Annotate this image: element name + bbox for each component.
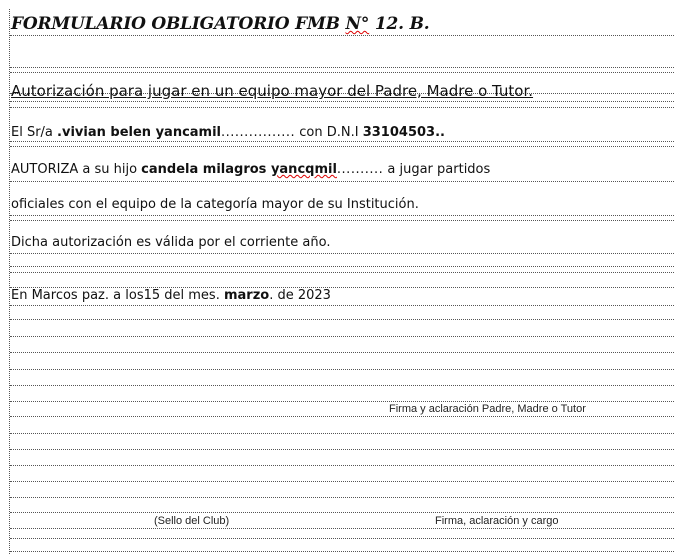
rule-line: [10, 35, 674, 36]
rule-line: [10, 352, 674, 353]
year-value[interactable]: 2023: [297, 288, 331, 303]
guardian-prefix: El Sr/a: [11, 125, 58, 140]
rule-line: [10, 481, 674, 482]
rule-line: [10, 369, 674, 370]
rule-line: [10, 512, 674, 513]
rule-line: [10, 220, 674, 221]
rule-line: [10, 146, 674, 147]
authorization-line: [11, 162, 490, 177]
rule-line: [10, 253, 674, 254]
rule-line: [10, 67, 674, 68]
player-surname[interactable]: yancqmil: [270, 162, 337, 177]
dni-value[interactable]: 33104503: [362, 125, 436, 140]
rule-line: [10, 551, 674, 552]
guardian-line: [11, 125, 445, 140]
rule-line: [10, 272, 674, 273]
parent-signature-label: Firma y aclaración Padre, Madre o Tutor: [389, 403, 586, 415]
form-title: [11, 14, 429, 34]
form-sheet: [9, 9, 674, 554]
guardian-name[interactable]: .vivian belen yancamil: [57, 125, 222, 140]
authorization-prefix: AUTORIZA a su hijo: [11, 162, 142, 177]
rule-line: [10, 266, 674, 267]
rule-line: [10, 101, 674, 102]
dni-label: con D.N.I: [295, 125, 363, 140]
form-heading: Autorización para jugar en un equipo mayor del Padre, Madre o Tutor.: [11, 82, 534, 100]
category-line: oficiales con el equipo de la categoría mayor de su Institución.: [11, 197, 419, 212]
player-dots: ..........: [336, 162, 384, 177]
rule-line: [10, 465, 674, 466]
rule-line: [10, 72, 674, 73]
rule-line: [10, 433, 674, 434]
rule-line: [10, 528, 674, 529]
day-value[interactable]: 15: [143, 288, 161, 303]
guardian-dots: ................: [221, 125, 296, 140]
place-date-line: [11, 288, 331, 303]
validity-line: Dicha autorización es válida por el corriente año.: [11, 235, 331, 250]
club-signature-label: Firma, aclaración y cargo: [435, 515, 559, 527]
rule-line: [10, 215, 674, 216]
year-prefix: . de: [269, 288, 298, 303]
rule-line: [10, 107, 674, 108]
rule-line: [10, 319, 674, 320]
rule-line: [10, 305, 674, 306]
month-prefix: del mes.: [160, 288, 224, 303]
rule-line: [10, 141, 674, 142]
rule-line: [10, 385, 674, 386]
title-prefix: FORMULARIO OBLIGATORIO FMB: [11, 14, 346, 34]
dni-end: ..: [435, 125, 445, 140]
place-prefix: En: [11, 288, 32, 303]
rule-line: [10, 336, 674, 337]
title-suffix: 12. B.: [369, 14, 430, 34]
month-value[interactable]: marzo: [223, 288, 270, 303]
rule-line: [10, 181, 674, 182]
place-value[interactable]: Marcos paz: [31, 288, 105, 303]
title-number-sign: N°: [345, 14, 370, 34]
rule-line: [10, 497, 674, 498]
rule-line: [10, 401, 674, 402]
rule-line: [10, 538, 674, 539]
rule-line: [10, 449, 674, 450]
club-seal-label: (Sello del Club): [154, 515, 230, 527]
rule-line: [10, 416, 674, 417]
player-name[interactable]: candela milagros: [141, 162, 271, 177]
day-prefix: . a los: [104, 288, 144, 303]
authorization-end: a jugar partidos: [383, 162, 491, 177]
